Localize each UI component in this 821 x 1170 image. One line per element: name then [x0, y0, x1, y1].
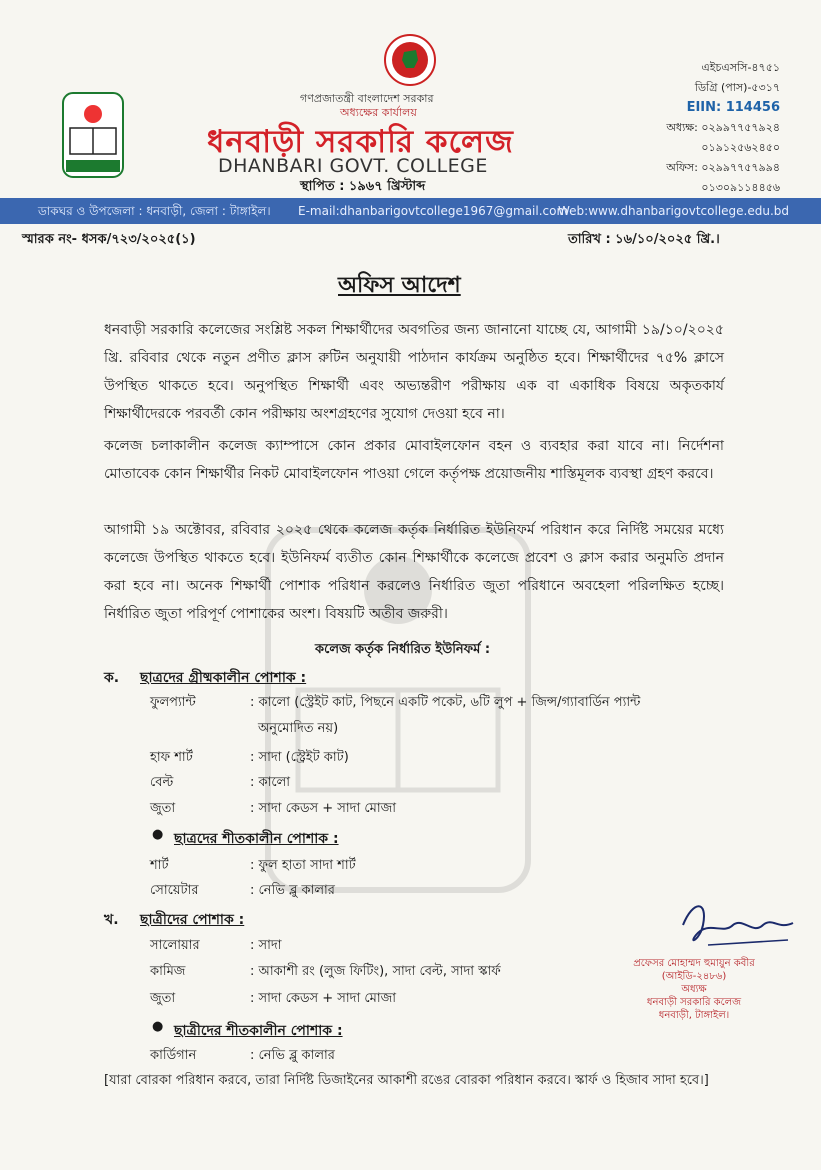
item-key: হাফ শার্ট: [150, 750, 193, 765]
govt-seal-icon: [384, 34, 436, 86]
signatory-name: প্রফেসর মোহাম্মদ হুমায়ুন কবীর: [633, 958, 755, 969]
bullet-icon: ●: [152, 827, 164, 842]
office-mobile: ০১৩০৯১১৪৪৫৬: [701, 181, 780, 194]
item-value: : নেভি ব্লু কালার: [250, 883, 335, 898]
eiin-number: EIIN: 114456: [686, 100, 780, 115]
contact-info: [620, 58, 780, 198]
item-key: কামিজ: [150, 964, 186, 979]
item-key: বেল্ট: [150, 775, 174, 790]
issue-date: তারিখ : ১৬/১০/২০২৫ খ্রি.।: [568, 232, 720, 247]
office-line: অধ্যক্ষের কার্যালয়: [340, 106, 417, 119]
burqa-note: [যারা বোরকা পরিধান করবে, তারা নির্দিষ্ট ডিজাইনের আকাশী রঙের বোরকা পরিধান করবে। স্কার্ফ ও হিজাব সাদা হবে।]: [104, 1073, 709, 1088]
paragraph-attendance: ধনবাড়ী সরকারি কলেজের সংশ্লিষ্ট সকল শিক্ষার্থীদের অবগতির জন্য জানানো যাচ্ছে যে, আগামী ১৯/১০/২০২৫ খ্রি. রবিবার থেকে নতুন প্রণীত ক্লাস রুটিন অনুযায়ী পাঠদান কার্যক্রম অনুষ্ঠিত হবে। শিক্ষার্থীদের ৭৫% ক্লাসে উপস্থিত থাকতে হবে। অনুপস্থিত শিক্ষার্থী এবং অভ্যন্তরীণ পরীক্ষায় এক বা একাধিক বিষয়ে অকৃতকার্য শিক্ষার্থীদেরকে পরবর্তী কোন পরীক্ষায় অংশগ্রহণের সুযোগ দেওয়া হবে না।: [104, 322, 724, 422]
signatory-block: [618, 957, 770, 1022]
address-text: ডাকঘর ও উপজেলা : ধনবাড়ী, জেলা : টাঙ্গাইল।: [38, 204, 271, 218]
paragraph-uniform: আগামী ১৯ অক্টোবর, রবিবার ২০২৫ থেকে কলেজ কর্তৃক নির্ধারিত ইউনিফর্ম পরিধান করে নির্দিষ্ট সময়ের মধ্যে কলেজে উপস্থিত থাকতে হবে। ইউনিফর্ম ব্যতীত কোন শিক্ষার্থীকে কলেজে প্রবেশ ও ক্লাস করার অনুমতি প্রদান করা হবে না। অনেক শিক্ষার্থী পোশাক পরিধান করলেও নির্ধারিত জুতা পরিধানে অবহেলা পরিলক্ষিত হচ্ছে। নির্ধারিত জুতা পরিপূর্ণ পোশাকের অংশ। বিষয়টি অতীব জরুরী।: [104, 522, 724, 622]
boys-winter-title: ছাত্রদের শীতকালীন পোশাক :: [174, 831, 339, 847]
college-logo-icon: [62, 92, 124, 178]
principal-mobile: ০১৯১২৫৬২৪৫০: [701, 141, 780, 154]
signatory-institution: ধনবাড়ী সরকারি কলেজ: [646, 997, 742, 1008]
item-value: : সাদা: [250, 938, 282, 953]
girls-title: ছাত্রীদের পোশাক :: [140, 912, 245, 928]
item-key: জুতা: [150, 991, 176, 1006]
paragraph-mobile: কলেজ চলাকালীন কলেজ ক্যাম্পাসে কোন প্রকার মোবাইলফোন বহন ও ব্যবহার করা যাবে না। নির্দেশনা মোতাবেক কোন শিক্ষার্থীর নিকট মোবাইলফোন পাওয়া গেলে কর্তৃপক্ষ প্রয়োজনীয় শাস্তিমূলক ব্যবস্থা গ্রহণ করবে।: [104, 438, 724, 482]
website-link[interactable]: Web:www.dhanbarigovtcollege.edu.bd: [558, 204, 790, 218]
handwritten-signature: [678, 895, 798, 959]
item-value: : ফুল হাতা সাদা শার্ট: [250, 858, 356, 873]
section-label-boys: ক.: [104, 670, 120, 686]
established-line: স্থাপিত : ১৯৬৭ খ্রিস্টাব্দ: [300, 179, 426, 194]
girls-winter-title: ছাত্রীদের শীতকালীন পোশাক :: [174, 1023, 343, 1039]
memo-number: স্মারক নং- ধসক/৭২৩/২০২৫(১): [22, 232, 196, 247]
boys-summer-title: ছাত্রদের গ্রীষ্মকালীন পোশাক :: [140, 670, 307, 686]
item-value: : কালো: [250, 775, 291, 790]
email-link[interactable]: E-mail:dhanbarigovtcollege1967@gmail.com: [298, 204, 569, 218]
item-value: : কালো (স্ট্রেইট কাট, পিছনে একটি পকেট, ৬টি লুপ + জিন্স/গ্যাবার্ডিন প্যান্ট: [250, 695, 641, 710]
section-label-girls: খ.: [104, 912, 119, 928]
govt-line: গণপ্রজাতন্ত্রী বাংলাদেশ সরকার: [300, 92, 434, 105]
code-hsc: এইচএসসি-৪৭৫১: [701, 61, 780, 74]
item-key: সোয়েটার: [150, 883, 199, 898]
item-value: : নেভি ব্লু কালার: [250, 1048, 335, 1063]
college-name-en: DHANBARI GOVT. COLLEGE: [218, 155, 488, 177]
item-value: : আকাশী রং (লুজ ফিটিং), সাদা বেল্ট, সাদা স্কার্ফ: [250, 964, 501, 979]
item-key: সালোয়ার: [150, 938, 200, 953]
contact-band: [0, 198, 821, 224]
bullet-icon: ●: [152, 1019, 164, 1034]
uniform-heading: কলেজ কর্তৃক নির্ধারিত ইউনিফর্ম :: [315, 642, 491, 657]
signatory-designation: অধ্যক্ষ: [681, 984, 707, 995]
principal-phone: অধ্যক্ষ: ০২৯৯৭৭৫৭৯২৪: [666, 121, 780, 134]
signatory-location: ধনবাড়ী, টাঙ্গাইল।: [658, 1010, 730, 1021]
item-key: জুতা: [150, 801, 176, 816]
signatory-id: (আইডি-২৪৮৬): [661, 971, 727, 982]
item-key: শার্ট: [150, 858, 169, 873]
office-phone: অফিস: ০২৯৯৭৭৫৭৯৯৪: [666, 161, 780, 174]
item-value: : সাদা (স্ট্রেইট কাট): [250, 750, 349, 765]
item-key: কার্ডিগান: [150, 1048, 197, 1063]
code-degree: ডিগ্রি (পাস)-৫৩১৭: [694, 81, 780, 94]
item-value: : সাদা কেডস + সাদা মোজা: [250, 801, 397, 816]
item-value-continued: অনুমোদিত নয়): [258, 721, 339, 736]
college-name-bn: ধনবাড়ী সরকারি কলেজ: [207, 124, 514, 160]
item-key: ফুলপ্যান্ট: [150, 695, 196, 710]
item-value: : সাদা কেডস + সাদা মোজা: [250, 991, 397, 1006]
page-title: অফিস আদেশ: [338, 273, 461, 298]
